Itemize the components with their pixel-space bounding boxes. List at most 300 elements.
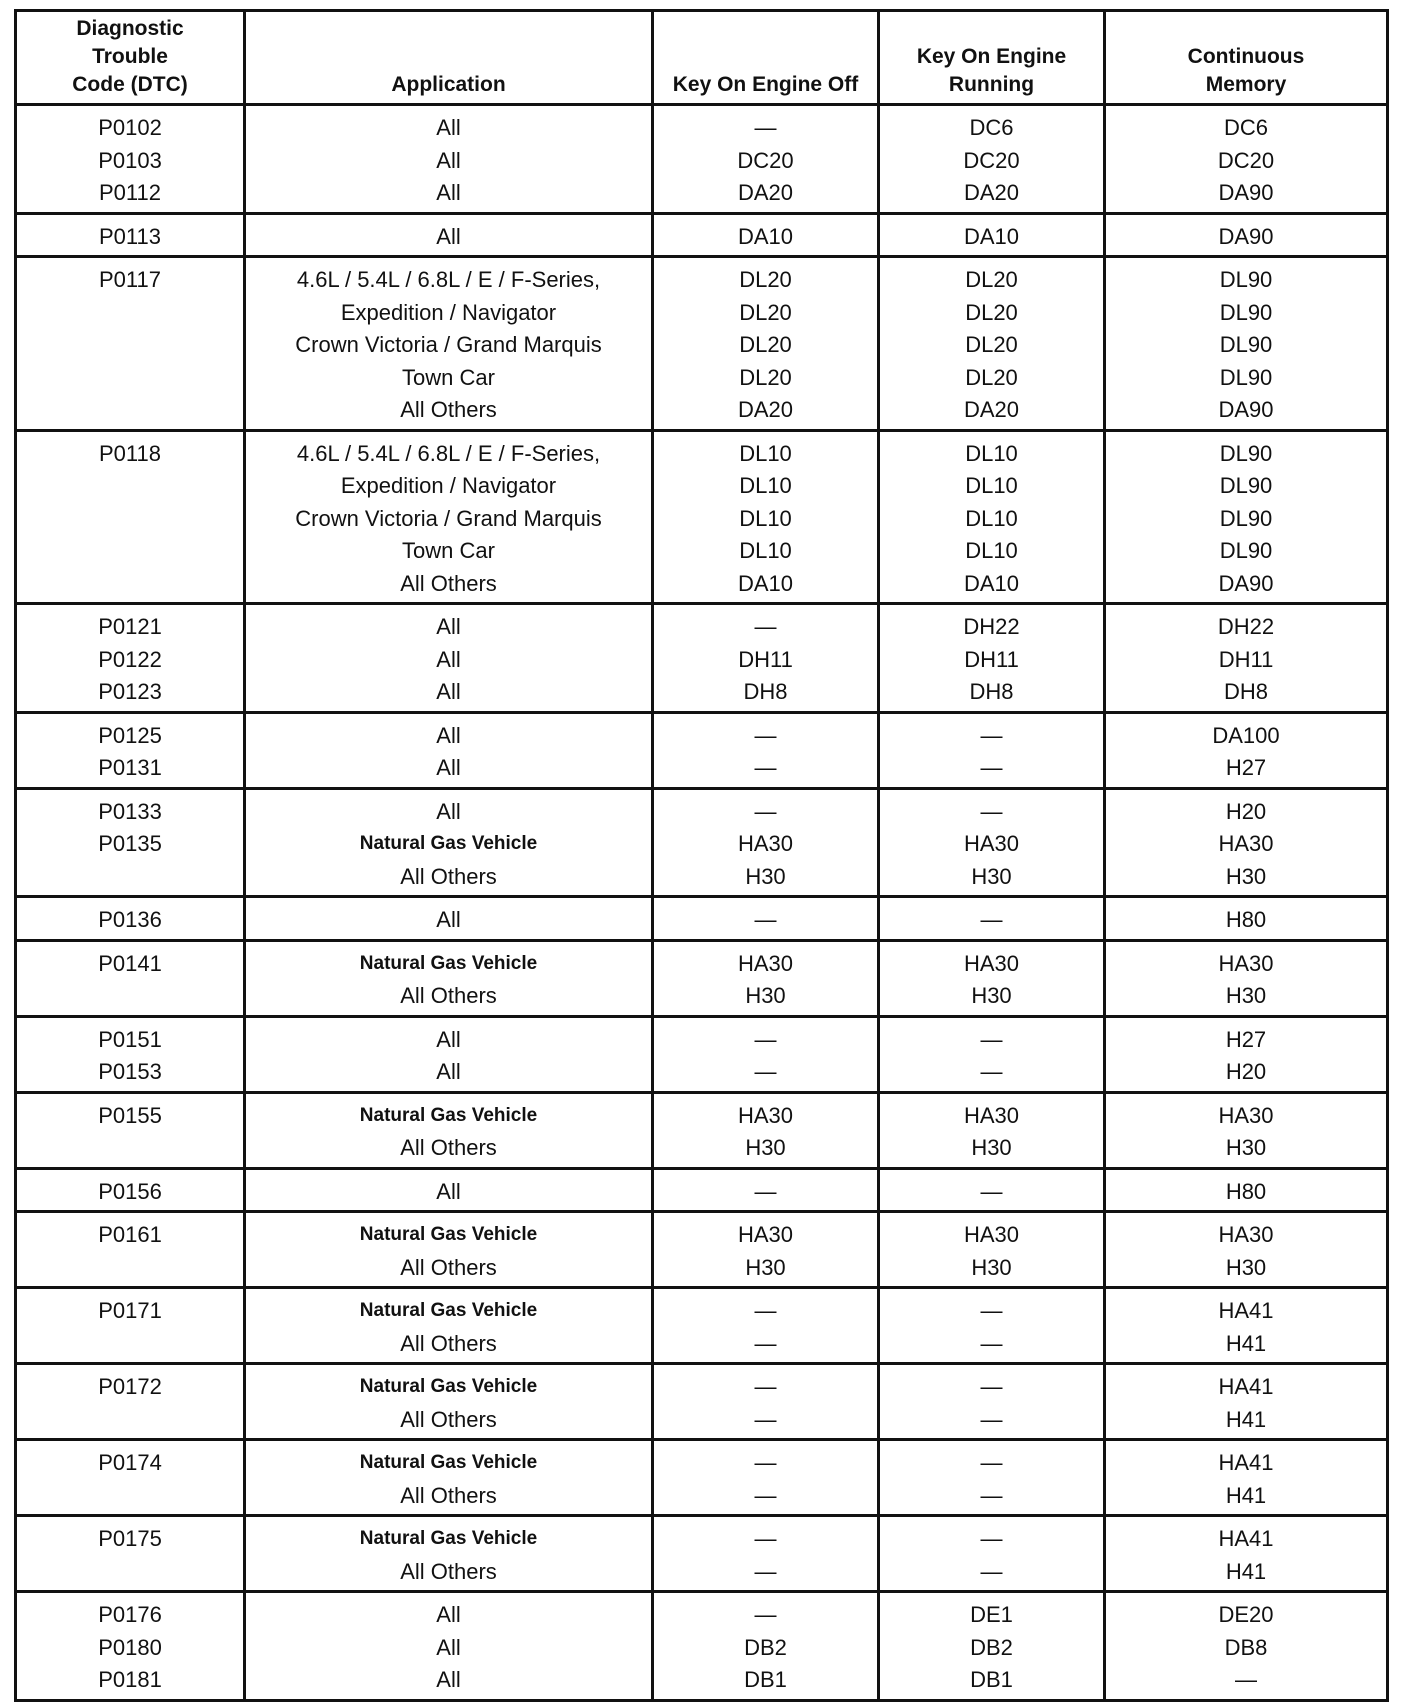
dtc-code: P0171 bbox=[98, 1298, 162, 1323]
dtc-code: P0155 bbox=[98, 1102, 162, 1128]
cm-value: DE20 bbox=[1218, 1602, 1274, 1627]
application-line: All Others bbox=[400, 1330, 497, 1356]
koer-value: DB1 bbox=[970, 1667, 1013, 1692]
dtc-code: P0153 bbox=[98, 1059, 162, 1084]
koer-value: — bbox=[980, 755, 1003, 780]
koeo-value: HA30 bbox=[737, 950, 794, 976]
dtc-code: P0125 bbox=[98, 722, 162, 748]
dtc-cell bbox=[16, 1592, 245, 1701]
koer-value: — bbox=[980, 1558, 1003, 1584]
koeo-value: — bbox=[754, 1602, 777, 1627]
cm-value: H20 bbox=[1225, 798, 1267, 824]
dtc-code: P0161 bbox=[98, 1222, 162, 1247]
cm-value: H41 bbox=[1225, 1558, 1267, 1584]
koer-value: H30 bbox=[971, 983, 1012, 1008]
table-row bbox=[16, 1016, 1388, 1092]
koeo-value: DL10 bbox=[739, 538, 792, 563]
koeo-value: HA30 bbox=[737, 1102, 794, 1128]
koeo-value: — bbox=[754, 115, 777, 140]
cm-value: H41 bbox=[1225, 1482, 1267, 1508]
application-line: All bbox=[436, 1059, 461, 1084]
dtc-cell bbox=[16, 940, 245, 1016]
dtc-cell bbox=[16, 1288, 245, 1364]
key-on-engine-running-cell bbox=[879, 1212, 1105, 1288]
koer-value: — bbox=[980, 1406, 1003, 1432]
koer-value: DL20 bbox=[965, 267, 1018, 292]
header-continuous-memory bbox=[1105, 11, 1388, 105]
dtc-code: P0118 bbox=[99, 440, 161, 466]
application-line: 4.6L / 5.4L / 6.8L / E / F-Series, bbox=[296, 267, 601, 292]
key-on-engine-off-cell bbox=[653, 257, 879, 431]
cm-value: DL90 bbox=[1219, 299, 1273, 325]
koeo-value: — bbox=[754, 1178, 777, 1204]
cm-value: DC6 bbox=[1223, 115, 1268, 140]
koeo-value: DL20 bbox=[739, 299, 792, 325]
application-cell bbox=[245, 430, 653, 604]
koer-value: HA30 bbox=[963, 950, 1020, 976]
koeo-value: H30 bbox=[745, 1254, 786, 1280]
application-line: All Others bbox=[400, 863, 497, 889]
dtc-code: P0181 bbox=[98, 1667, 162, 1692]
key-on-engine-running-cell bbox=[879, 1364, 1105, 1440]
key-on-engine-off-cell bbox=[653, 1168, 879, 1212]
key-on-engine-off-cell bbox=[653, 1440, 879, 1516]
continuous-memory-cell bbox=[1105, 213, 1388, 257]
application-cell bbox=[245, 1440, 653, 1516]
cm-value: HA30 bbox=[1218, 950, 1274, 976]
application-line: All bbox=[436, 147, 461, 173]
dtc-code: P0174 bbox=[98, 1450, 162, 1475]
dtc-code: P0141 bbox=[98, 950, 162, 976]
koeo-value: DA20 bbox=[737, 180, 794, 205]
dtc-cell bbox=[16, 1212, 245, 1288]
koer-value: HA30 bbox=[963, 1222, 1020, 1247]
koeo-value: DH11 bbox=[738, 646, 793, 672]
table-row bbox=[16, 897, 1388, 941]
dtc-code: P0121 bbox=[98, 614, 162, 639]
cm-value: DA100 bbox=[1212, 722, 1280, 748]
dtc-cell bbox=[16, 712, 245, 788]
application-cell bbox=[245, 604, 653, 713]
koer-value: H30 bbox=[971, 1254, 1012, 1280]
continuous-memory-cell bbox=[1105, 1212, 1388, 1288]
koer-value: DC20 bbox=[963, 147, 1020, 173]
continuous-memory-cell bbox=[1105, 1092, 1388, 1168]
dtc-cell bbox=[16, 1168, 245, 1212]
key-on-engine-running-cell bbox=[879, 1288, 1105, 1364]
key-on-engine-off-cell bbox=[653, 788, 879, 897]
cm-value: DC20 bbox=[1217, 147, 1275, 173]
header-row bbox=[16, 11, 1388, 105]
koeo-value: H30 bbox=[745, 983, 786, 1008]
key-on-engine-off-cell bbox=[653, 1212, 879, 1288]
key-on-engine-running-cell bbox=[879, 1168, 1105, 1212]
cm-value: H30 bbox=[1225, 983, 1267, 1008]
koer-value: DA20 bbox=[963, 180, 1020, 205]
table-row bbox=[16, 105, 1388, 214]
cm-value: H41 bbox=[1225, 1406, 1267, 1432]
koeo-value: HA30 bbox=[737, 831, 794, 856]
cm-value: H80 bbox=[1225, 1178, 1267, 1204]
table-row bbox=[16, 1092, 1388, 1168]
cm-value: DA90 bbox=[1218, 397, 1274, 422]
cm-value: H41 bbox=[1225, 1330, 1267, 1356]
dtc-code: P0103 bbox=[98, 147, 162, 173]
table-row bbox=[16, 1364, 1388, 1440]
application-cell bbox=[245, 1212, 653, 1288]
koeo-value: — bbox=[754, 722, 777, 748]
application-line: Natural Gas Vehicle bbox=[359, 1104, 538, 1126]
koeo-value: DB1 bbox=[744, 1667, 787, 1692]
koeo-value: — bbox=[754, 1298, 777, 1323]
key-on-engine-off-cell bbox=[653, 1092, 879, 1168]
table-row bbox=[16, 1212, 1388, 1288]
header-dtc-line: Code (DTC) bbox=[72, 73, 188, 96]
cm-value: DB8 bbox=[1224, 1634, 1268, 1660]
key-on-engine-running-cell bbox=[879, 257, 1105, 431]
key-on-engine-running-cell bbox=[879, 1016, 1105, 1092]
dtc-cell bbox=[16, 1016, 245, 1092]
continuous-memory-cell bbox=[1105, 430, 1388, 604]
koeo-value: DL20 bbox=[739, 267, 792, 292]
table-row bbox=[16, 1516, 1388, 1592]
dtc-cell bbox=[16, 430, 245, 604]
koer-value: DC6 bbox=[969, 115, 1014, 140]
dtc-code: P0102 bbox=[98, 115, 162, 140]
dtc-code: P0135 bbox=[98, 831, 162, 856]
application-line: All Others bbox=[400, 397, 497, 422]
dtc-code: P0175 bbox=[98, 1526, 162, 1551]
dtc-code: P0122 bbox=[98, 646, 162, 672]
cm-value: HA30 bbox=[1218, 831, 1274, 856]
application-line: All bbox=[436, 722, 461, 748]
key-on-engine-off-cell bbox=[653, 897, 879, 941]
key-on-engine-off-cell bbox=[653, 1288, 879, 1364]
application-cell bbox=[245, 257, 653, 431]
application-line: All bbox=[436, 614, 461, 639]
koeo-value: DL20 bbox=[739, 364, 792, 390]
key-on-engine-running-cell bbox=[879, 1440, 1105, 1516]
koeo-value: H30 bbox=[745, 1135, 786, 1160]
cm-value: DH8 bbox=[1223, 679, 1268, 704]
dtc-code: P0156 bbox=[98, 1178, 162, 1204]
koeo-value: DC20 bbox=[737, 147, 794, 173]
application-line: Crown Victoria / Grand Marquis bbox=[295, 332, 602, 357]
cm-value: HA41 bbox=[1218, 1450, 1274, 1475]
table-row bbox=[16, 430, 1388, 604]
koer-value: H30 bbox=[971, 1135, 1012, 1160]
application-line: All bbox=[436, 1634, 461, 1660]
application-line: All bbox=[436, 646, 461, 672]
table-row bbox=[16, 1440, 1388, 1516]
application-line: All bbox=[436, 1667, 461, 1692]
cm-value: H80 bbox=[1225, 907, 1267, 932]
key-on-engine-running-cell bbox=[879, 1092, 1105, 1168]
application-line: All Others bbox=[400, 1482, 497, 1508]
koeo-value: — bbox=[754, 1330, 777, 1356]
koer-value: DH22 bbox=[963, 614, 1020, 639]
koeo-value: DL10 bbox=[739, 505, 792, 531]
key-on-engine-off-cell bbox=[653, 1016, 879, 1092]
key-on-engine-off-cell bbox=[653, 1364, 879, 1440]
continuous-memory-cell bbox=[1105, 1168, 1388, 1212]
dtc-cell bbox=[16, 105, 245, 214]
table-row bbox=[16, 1168, 1388, 1212]
application-line: All bbox=[436, 755, 461, 780]
header-dtc-line: Trouble bbox=[92, 45, 168, 68]
key-on-engine-running-cell bbox=[879, 604, 1105, 713]
application-line: Town Car bbox=[402, 538, 495, 563]
koer-value: DA10 bbox=[963, 223, 1020, 249]
dtc-cell bbox=[16, 897, 245, 941]
key-on-engine-running-cell bbox=[879, 105, 1105, 214]
koer-value: DL10 bbox=[965, 538, 1018, 563]
koer-value: — bbox=[980, 907, 1003, 932]
dtc-cell bbox=[16, 1092, 245, 1168]
application-cell bbox=[245, 1364, 653, 1440]
koer-value: DA20 bbox=[963, 397, 1020, 422]
koeo-value: DA10 bbox=[737, 223, 794, 249]
koer-value: DA10 bbox=[963, 570, 1020, 596]
header-koer-line: Running bbox=[948, 73, 1035, 96]
koer-value: — bbox=[980, 1026, 1003, 1052]
application-line: Natural Gas Vehicle bbox=[359, 1452, 538, 1473]
key-on-engine-off-cell bbox=[653, 213, 879, 257]
cm-value: DA90 bbox=[1218, 180, 1274, 205]
dtc-code: P0117 bbox=[99, 267, 161, 292]
koeo-value: DA20 bbox=[737, 397, 794, 422]
dtc-code: P0176 bbox=[98, 1602, 162, 1627]
continuous-memory-cell bbox=[1105, 1016, 1388, 1092]
application-line: Natural Gas Vehicle bbox=[359, 952, 538, 974]
cm-value: DH22 bbox=[1217, 614, 1275, 639]
application-line: All bbox=[436, 907, 461, 932]
cm-value: DL90 bbox=[1219, 332, 1273, 357]
application-line: Expedition / Navigator bbox=[340, 299, 557, 325]
koer-value: HA30 bbox=[963, 831, 1020, 856]
cm-value: H30 bbox=[1225, 863, 1267, 889]
cm-value: H30 bbox=[1225, 1135, 1267, 1160]
table-row bbox=[16, 788, 1388, 897]
application-line: All bbox=[436, 223, 461, 249]
key-on-engine-running-cell bbox=[879, 213, 1105, 257]
key-on-engine-running-cell bbox=[879, 897, 1105, 941]
koer-value: — bbox=[980, 1526, 1003, 1551]
koer-value: — bbox=[980, 1298, 1003, 1323]
cm-value: DL90 bbox=[1219, 473, 1273, 498]
header-koeo-line: Key On Engine Off bbox=[672, 73, 859, 96]
koer-value: DL20 bbox=[965, 299, 1018, 325]
continuous-memory-cell bbox=[1105, 257, 1388, 431]
application-line: Natural Gas Vehicle bbox=[359, 1300, 538, 1321]
cm-value: HA30 bbox=[1218, 1222, 1274, 1247]
koer-value: DL20 bbox=[965, 332, 1018, 357]
dtc-cell bbox=[16, 257, 245, 431]
cm-value: DL90 bbox=[1219, 505, 1273, 531]
koer-value: DH11 bbox=[964, 646, 1019, 672]
koeo-value: — bbox=[754, 1482, 777, 1508]
koeo-value: DB2 bbox=[744, 1634, 787, 1660]
cm-value: H20 bbox=[1225, 1059, 1267, 1084]
dtc-cell bbox=[16, 1364, 245, 1440]
table-row bbox=[16, 257, 1388, 431]
cm-value: HA41 bbox=[1218, 1374, 1274, 1399]
table-row bbox=[16, 712, 1388, 788]
koer-value: DH8 bbox=[969, 679, 1014, 704]
application-line: Natural Gas Vehicle bbox=[359, 1528, 538, 1549]
application-line: 4.6L / 5.4L / 6.8L / E / F-Series, bbox=[296, 440, 601, 466]
koer-value: DL10 bbox=[965, 440, 1018, 466]
key-on-engine-off-cell bbox=[653, 430, 879, 604]
koer-value: — bbox=[980, 1482, 1003, 1508]
continuous-memory-cell bbox=[1105, 940, 1388, 1016]
cm-value: HA41 bbox=[1218, 1298, 1274, 1323]
continuous-memory-cell bbox=[1105, 1288, 1388, 1364]
header-dtc-line: Diagnostic bbox=[76, 17, 184, 40]
koeo-value: — bbox=[754, 755, 777, 780]
key-on-engine-running-cell bbox=[879, 940, 1105, 1016]
dtc-cell bbox=[16, 788, 245, 897]
header-dtc bbox=[16, 11, 245, 105]
application-line: All Others bbox=[400, 570, 497, 596]
application-line: Natural Gas Vehicle bbox=[359, 1224, 538, 1245]
table-row bbox=[16, 1592, 1388, 1701]
continuous-memory-cell bbox=[1105, 1440, 1388, 1516]
key-on-engine-running-cell bbox=[879, 1592, 1105, 1701]
table-row bbox=[16, 213, 1388, 257]
dtc-code: P0151 bbox=[98, 1026, 162, 1052]
koeo-value: — bbox=[754, 1450, 777, 1475]
koeo-value: — bbox=[754, 1406, 777, 1432]
koeo-value: DL20 bbox=[739, 332, 792, 357]
koeo-value: H30 bbox=[745, 863, 786, 889]
header-cm-line: Continuous bbox=[1187, 45, 1305, 68]
application-cell bbox=[245, 712, 653, 788]
koer-value: — bbox=[980, 798, 1003, 824]
application-line: Natural Gas Vehicle bbox=[359, 833, 538, 854]
application-line: All bbox=[436, 115, 461, 140]
koer-value: H30 bbox=[971, 863, 1012, 889]
header-application-line: Application bbox=[391, 73, 506, 96]
koeo-value: DL10 bbox=[739, 473, 792, 498]
dtc-code: P0136 bbox=[98, 907, 162, 932]
application-line: All bbox=[436, 1178, 461, 1204]
application-line: All Others bbox=[400, 1558, 497, 1584]
continuous-memory-cell bbox=[1105, 897, 1388, 941]
application-line: Crown Victoria / Grand Marquis bbox=[295, 505, 602, 531]
cm-value: DA90 bbox=[1218, 570, 1274, 596]
koer-value: — bbox=[980, 722, 1003, 748]
koeo-value: — bbox=[754, 614, 777, 639]
koer-value: — bbox=[980, 1178, 1003, 1204]
application-cell bbox=[245, 1592, 653, 1701]
continuous-memory-cell bbox=[1105, 788, 1388, 897]
header-koer-line: Key On Engine bbox=[916, 45, 1067, 68]
koer-value: DL10 bbox=[965, 505, 1018, 531]
header-cm-line: Memory bbox=[1205, 73, 1287, 96]
key-on-engine-off-cell bbox=[653, 712, 879, 788]
application-line: Expedition / Navigator bbox=[340, 473, 557, 498]
application-line: All Others bbox=[400, 1135, 497, 1160]
key-on-engine-running-cell bbox=[879, 1516, 1105, 1592]
header-key-on-engine-off bbox=[653, 11, 879, 105]
cm-value: DL90 bbox=[1219, 538, 1273, 563]
dtc-code: P0123 bbox=[98, 679, 162, 704]
key-on-engine-off-cell bbox=[653, 1516, 879, 1592]
table-row bbox=[16, 604, 1388, 713]
cm-value: DL90 bbox=[1219, 267, 1273, 292]
key-on-engine-off-cell bbox=[653, 105, 879, 214]
dtc-cell bbox=[16, 1440, 245, 1516]
table-row bbox=[16, 940, 1388, 1016]
dtc-code: P0112 bbox=[99, 180, 161, 205]
dtc-table bbox=[14, 9, 1389, 1702]
table-row bbox=[16, 1288, 1388, 1364]
header-key-on-engine-running bbox=[879, 11, 1105, 105]
cm-value: H27 bbox=[1225, 1026, 1267, 1052]
koeo-value: — bbox=[754, 907, 777, 932]
application-line: All bbox=[436, 1026, 461, 1052]
application-cell bbox=[245, 940, 653, 1016]
cm-value: H27 bbox=[1225, 755, 1267, 780]
koeo-value: DA10 bbox=[737, 570, 794, 596]
koer-value: DL10 bbox=[965, 473, 1018, 498]
table-header bbox=[16, 11, 1388, 105]
key-on-engine-running-cell bbox=[879, 430, 1105, 604]
koeo-value: — bbox=[754, 1059, 777, 1084]
koer-value: — bbox=[980, 1059, 1003, 1084]
application-line: All Others bbox=[400, 1406, 497, 1432]
koeo-value: — bbox=[754, 1526, 777, 1551]
cm-value: HA41 bbox=[1218, 1526, 1274, 1551]
dtc-cell bbox=[16, 1516, 245, 1592]
application-line: All Others bbox=[400, 1254, 497, 1280]
application-cell bbox=[245, 1092, 653, 1168]
key-on-engine-off-cell bbox=[653, 604, 879, 713]
application-line: Town Car bbox=[402, 364, 495, 390]
dtc-cell bbox=[16, 604, 245, 713]
dtc-code: P0180 bbox=[98, 1634, 162, 1660]
koeo-value: — bbox=[754, 798, 777, 824]
koer-value: DL20 bbox=[965, 364, 1018, 390]
dtc-code: P0131 bbox=[98, 755, 162, 780]
key-on-engine-running-cell bbox=[879, 712, 1105, 788]
continuous-memory-cell bbox=[1105, 1516, 1388, 1592]
koer-value: — bbox=[980, 1330, 1003, 1356]
application-cell bbox=[245, 1516, 653, 1592]
application-line: All bbox=[436, 679, 461, 704]
application-line: Natural Gas Vehicle bbox=[359, 1376, 538, 1397]
cm-value: DA90 bbox=[1218, 223, 1274, 249]
application-cell bbox=[245, 788, 653, 897]
application-cell bbox=[245, 1016, 653, 1092]
continuous-memory-cell bbox=[1105, 712, 1388, 788]
cm-value: DH11 bbox=[1218, 646, 1274, 672]
koeo-value: DL10 bbox=[739, 440, 792, 466]
dtc-code: P0133 bbox=[98, 798, 162, 824]
key-on-engine-off-cell bbox=[653, 940, 879, 1016]
application-cell bbox=[245, 1168, 653, 1212]
cm-value: DL90 bbox=[1219, 440, 1273, 466]
cm-value: HA30 bbox=[1218, 1102, 1274, 1128]
koeo-value: DH8 bbox=[743, 679, 788, 704]
cm-value: H30 bbox=[1225, 1254, 1267, 1280]
cm-value: — bbox=[1235, 1667, 1257, 1692]
application-line: All Others bbox=[400, 983, 497, 1008]
application-cell bbox=[245, 105, 653, 214]
dtc-code: P0172 bbox=[98, 1374, 162, 1399]
koer-value: HA30 bbox=[963, 1102, 1020, 1128]
